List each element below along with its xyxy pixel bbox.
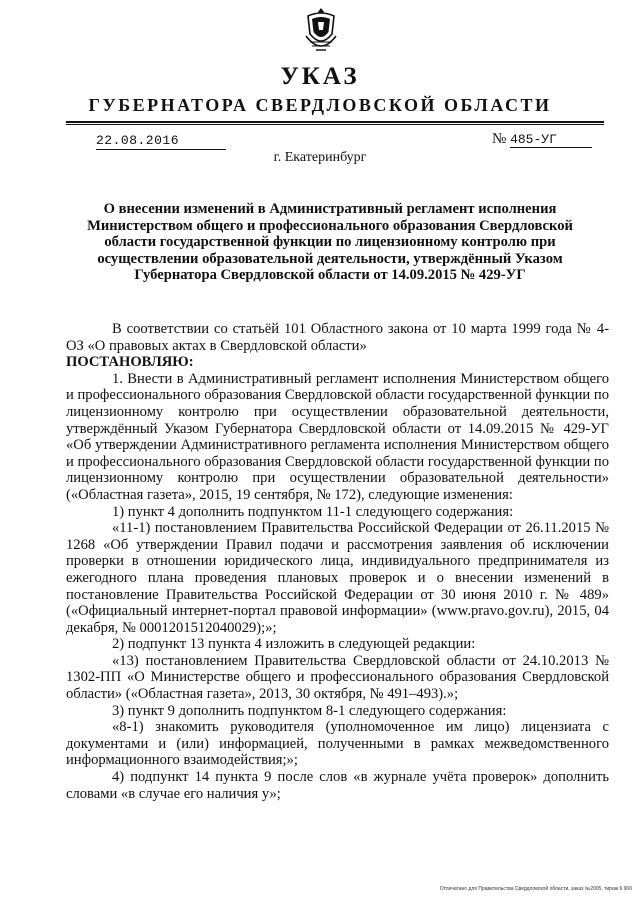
decree-body (66, 321, 609, 802)
decree-number: 485-УГ (510, 132, 592, 148)
preamble: В соответствии со статьёй 101 Областного закона от 10 марта 1999 года № 4-ОЗ «О правовых актах в Свердловской области» (66, 321, 609, 354)
decree-heading: О внесении изменений в Административный регламент исполнения Министерством общего и профессионального образования Свердловской области государственной функции по лицензионному контролю при осуществлении образовательной деятельности, утверждённый Указом Губернатора Свердловской области от 14.09.2015 № 429-УГ (87, 201, 573, 283)
decree-date: 22.08.2016 (96, 133, 226, 150)
print-footer: Отпечатано для Правительства Свердловской области, заказ №2005, тираж 6 900 (439, 886, 632, 892)
document-type-title: УКАЗ (280, 63, 360, 90)
city-label: г. Екатеринбург (273, 150, 367, 165)
item-2-text: «13) постановлением Правительства Свердловской области от 24.10.2013 № 1302-ПП «О Министерстве общего и профессионального образования Свердловской области» («Областная газета», 2013, 30 октября, № 491–493).»; (66, 652, 609, 703)
coat-of-arms-icon (304, 6, 338, 54)
header-divider-thin (66, 124, 604, 125)
paragraph-1: 1. Внести в Административный регламент исполнения Министерством общего и профессионального образования Свердловской области государственной функции по лицензионному контролю при осуществлении образовательной деятельности, утверждённый Указом Губернатора Свердловской области от 14.09.2015 № 429-УГ «Об утверждении Административного регламента исполнения Министерством общего и профессионального образования Свердловской области государственной функции по лицензионному контролю при осуществлении образовательной деятельности» («Областная газета», 2015, 19 сентября, № 172), следующие изменения: (66, 370, 609, 503)
item-1: 1) пункт 4 дополнить подпунктом 11-1 следующего содержания: (112, 503, 514, 520)
number-sign: № (492, 131, 507, 147)
decree-verb: ПОСТАНОВЛЯЮ: (66, 354, 194, 371)
item-4: 4) подпункт 14 пункта 9 после слов «в журнале учёта проверок» дополнить словами «в случае его наличия у»; (66, 769, 609, 802)
item-3-text: «8-1) знакомить руководителя (уполномоченное им лицо) лицензиата с документами и (или) информацией, полученными в рамках межведомственного информационного взаимодействия;»; (66, 719, 609, 769)
item-2: 2) подпункт 13 пункта 4 изложить в следующей редакции: (112, 636, 476, 653)
issuer-title: ГУБЕРНАТОРА СВЕРДЛОВСКОЙ ОБЛАСТИ (88, 95, 552, 115)
header-divider (66, 121, 604, 123)
decree-number-block (492, 131, 592, 148)
item-1-text: «11-1) постановлением Правительства Российской Федерации от 26.11.2015 № 1268 «Об утверждении Правил подачи и рассмотрения заявления об исключении проверки в отношении юридического лица, индивидуального предпринимателя из ежегодного плана проведения плановых проверок и о внесении изменений в постановление Правительства Российской Федерации от 30 июня 2010 г. № 489» («Официальный интернет-портал правовой информации» (www.pravo.gov.ru), 2015, 04 декабря, № 0001201512040029);»; (66, 520, 609, 636)
item-3: 3) пункт 9 дополнить подпунктом 8-1 следующего содержания: (112, 702, 507, 719)
